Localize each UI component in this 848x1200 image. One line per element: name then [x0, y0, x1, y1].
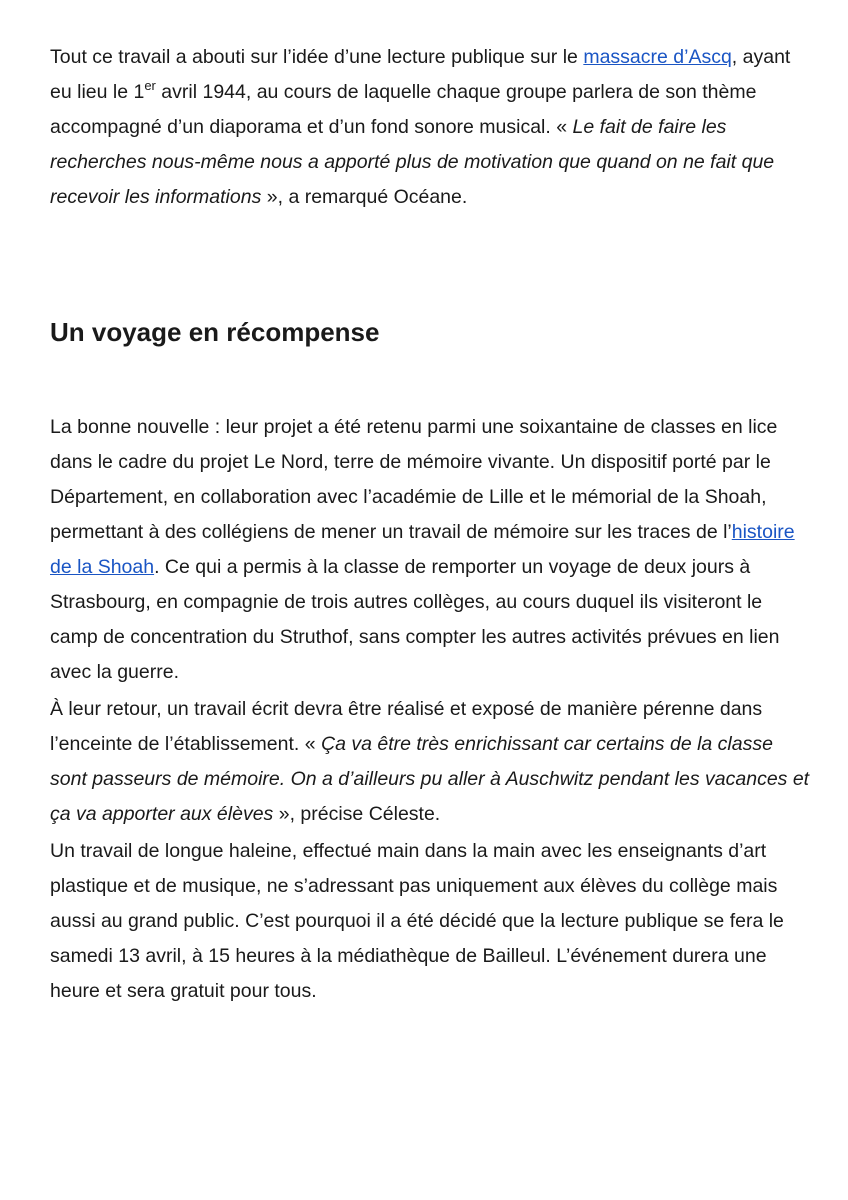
return-paragraph — [50, 692, 810, 832]
histoire-shoah-link[interactable]: histoire de la Shoah — [50, 521, 795, 578]
intro-paragraph — [50, 40, 810, 215]
intro-text-2: , ayant eu lieu le 1 — [50, 46, 791, 103]
intro-text-3: avril 1944, au cours de laquelle chaque groupe parlera de son thème accompagné d’un diaporama et d’un fond sonore musical. « — [50, 81, 757, 138]
event-paragraph: Un travail de longue haleine, effectué main dans la main avec les enseignants d’art plastique et de musique, ne s’adressant pas uniquement aux élèves du collège mais aussi au grand public. C’est pourquoi il a été décidé que la lecture publique se fera le samedi 13 avril, à 15 heures à la médiathèque de Bailleul. L’événement durera une heure et sera gratuit pour tous. — [50, 840, 784, 1002]
intro-text-1: Tout ce travail a abouti sur l’idée d’une lecture publique sur le — [50, 46, 584, 68]
ordinal-superscript: er — [144, 78, 156, 93]
return-text-2: », précise Céleste. — [273, 803, 441, 825]
project-paragraph — [50, 410, 810, 690]
return-text-1: À leur retour, un travail écrit devra être réalisé et exposé de manière pérenne dans l’enceinte de l’établissement. « — [50, 698, 763, 755]
celeste-quote: Ça va être très enrichissant car certains de la classe sont passeurs de mémoire. On a d’ailleurs pu aller à Auschwitz pendant les vacances et ça va apporter aux élèves — [50, 733, 810, 825]
massacre-ascq-link[interactable]: massacre d’Ascq — [583, 46, 732, 68]
article-body — [50, 40, 810, 1002]
project-text-2: . Ce qui a permis à la classe de remporter un voyage de deux jours à Strasbourg, en compagnie de trois autres collèges, au cours duquel ils visiteront le camp de concentration du Struthof, sans compter les autres activités prévues en lien avec la guerre. — [50, 556, 780, 683]
section-body — [50, 410, 810, 1009]
intro-text-4: », a remarqué Océane. — [261, 186, 468, 208]
oceane-quote: Le fait de faire les recherches nous-même nous a apporté plus de motivation que quand on ne fait que recevoir les informations — [50, 116, 775, 208]
section-heading: Un voyage en récompense — [50, 317, 380, 347]
project-text-1: La bonne nouvelle : leur projet a été retenu parmi une soixantaine de classes en lice dans le cadre du projet Le Nord, terre de mémoire vivante. Un dispositif porté par le Département, en collaboration avec l’académie de Lille et le mémorial de la Shoah, permettant à des collégiens de mener un travail de mémoire sur les traces de l’ — [50, 416, 778, 543]
